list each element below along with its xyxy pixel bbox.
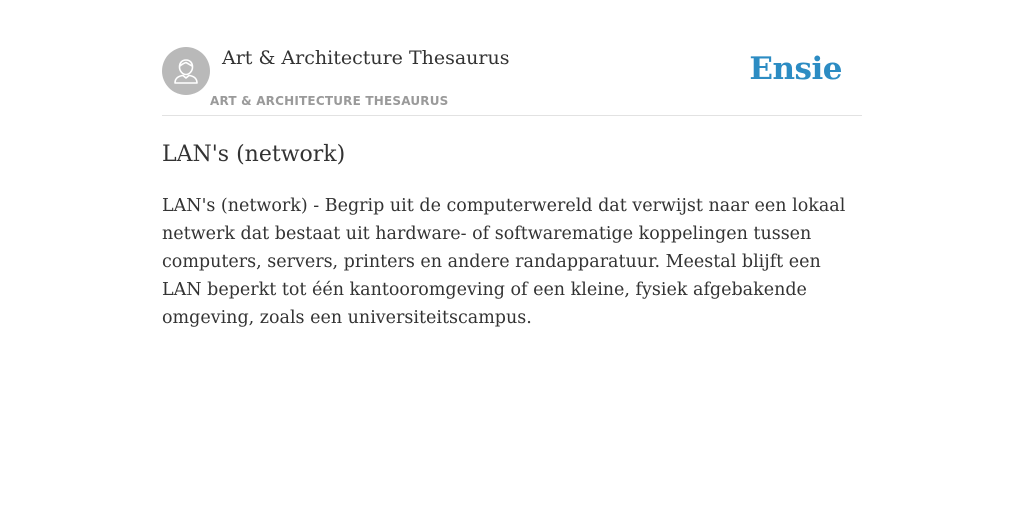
author-subtitle[interactable]: ART & ARCHITECTURE THESAURUS [210, 94, 449, 108]
brand-logo[interactable]: Ensie [749, 51, 842, 87]
entry-header [162, 0, 862, 116]
entry-title: LAN's (network) [162, 142, 346, 167]
entry-body: LAN's (network) - Begrip uit de computerwereld dat verwijst naar een lokaal netwerk dat bestaat uit hardware- of softwarematige koppelingen tussen computers, servers, printers en andere randapparatuur. Meestal blijft een LAN beperkt tot één kantooromgeving of een kleine, fysiek afgebakende omgeving, zoals een universiteitscampus. [162, 196, 846, 328]
content-column [162, 0, 862, 328]
user-avatar-icon[interactable] [162, 47, 210, 95]
author-name[interactable]: Art & Architecture Thesaurus [222, 47, 510, 69]
